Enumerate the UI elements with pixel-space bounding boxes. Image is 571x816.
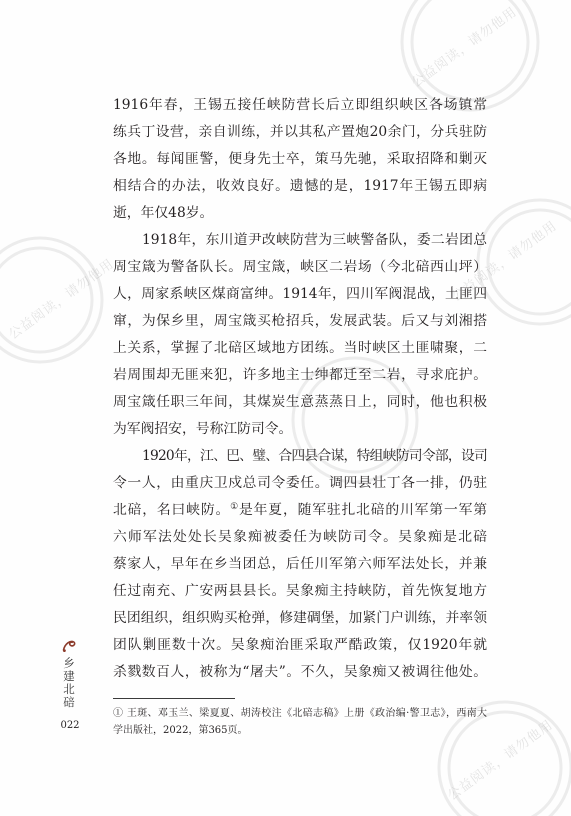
- text-line: [113, 497, 487, 524]
- footnote-reference: ①: [230, 502, 240, 512]
- footnote-line: ① 王斑、邓玉兰、梁夏夏、胡涛校注《北碚志稿》上册《政治编·警卫志》，西南大: [113, 708, 487, 719]
- text-line: 窜，为保乡里，周宝箴买枪招兵，发展武装。后又与刘湘搭: [113, 313, 487, 329]
- watermark-ring: [412, 0, 528, 100]
- watermark-ring: [478, 200, 571, 324]
- text-line: 上关系，掌握了北碚区域地方团练。当时峡区土匪啸聚，二: [113, 340, 487, 356]
- text-line: 为军阀招安，号称江防司令。: [113, 421, 293, 437]
- text-line: 周宝箴任职三年间，其煤炭生意蒸蒸日上，同时，他也积极: [113, 394, 487, 410]
- text-line: 人，周家系峡区煤商富绅。1914年，四川军阀混战，土匪四: [113, 286, 487, 302]
- text-line: 1918年，东川道尹改峡防营为三峡警备队，委二岩团总: [142, 232, 487, 248]
- footnote: [113, 705, 487, 739]
- footnote-divider: [113, 698, 235, 699]
- text-line: 逝，年仅48岁。: [113, 205, 214, 221]
- text-line: 1920年，江、巴、璧、合四县合谋，特组峡防司令部，设司: [142, 448, 487, 464]
- paragraph: [113, 227, 487, 443]
- watermark-text: 公益阅读，请勿他用: [6, 256, 118, 343]
- watermark-text: 公益阅读，请勿他用: [445, 717, 557, 804]
- paragraph: [113, 92, 487, 227]
- text-line: 令一人，由重庆卫戍总司令委任。调四县壮丁各一排，仍驻: [113, 475, 487, 491]
- running-title: 乡建北碚: [62, 657, 76, 709]
- text-line: 团队剿匪数十次。吴象痴治匪采取严酷政策，仅1920年就: [113, 637, 487, 653]
- watermark-ring: [488, 210, 571, 314]
- text-segment: 是年夏，随军驻扎北碚的川军第一军第: [239, 502, 488, 518]
- text-line: 相结合的办法，收效良好。遗憾的是，1917年王锡五即病: [113, 178, 487, 194]
- body-text: [113, 92, 487, 686]
- text-line: 民团组织，组织购买枪弹，修建碉堡，加紧门户训练，并率领: [113, 610, 487, 626]
- text-line: 任过南充、广安两县县长。吴象痴主持峡防，首先恢复地方: [113, 583, 487, 599]
- text-line: 各地。每闻匪警，便身先士卒，策马先驰，采取招降和剿灭: [113, 151, 487, 167]
- text-line: 蔡家人，早年在乡当团总，后任川军第六师军法处长，并兼: [113, 556, 487, 572]
- paragraph: [113, 443, 487, 686]
- text-line: 练兵丁设营，亲自训练，并以其私产置炮20余门，分兵驻防: [113, 124, 487, 140]
- watermark-ring: [0, 238, 102, 362]
- text-segment: 北碚，名曰峡防。: [113, 502, 231, 518]
- swirl-ornament-icon: [61, 637, 77, 653]
- page-number: 022: [60, 720, 80, 731]
- text-line: 1916年春，王锡五接任峡防营长后立即组织峡区各场镇常: [113, 97, 487, 113]
- watermark-text: 公益阅读，请勿他用: [409, 4, 521, 91]
- text-line: 周宝箴为警备队长。周宝箴，峡区二岩场（今北碚西山坪）: [113, 259, 487, 275]
- watermark-text: 公益阅读，请勿他用: [449, 218, 561, 305]
- text-line: 杀戮数百人，被称为“屠夫”。不久，吴象痴又被调往他处。: [113, 664, 487, 680]
- text-line: 六师军法处处长吴象痴被委任为峡防司令。吴象痴是北碚: [113, 529, 487, 545]
- text-line: 岩周围却无匪来犯，许多地主士绅都迁至二岩，寻求庇护。: [113, 367, 487, 383]
- watermark-ring: [0, 248, 92, 352]
- footnote-line: 学出版社，2022，第365页。: [113, 725, 248, 736]
